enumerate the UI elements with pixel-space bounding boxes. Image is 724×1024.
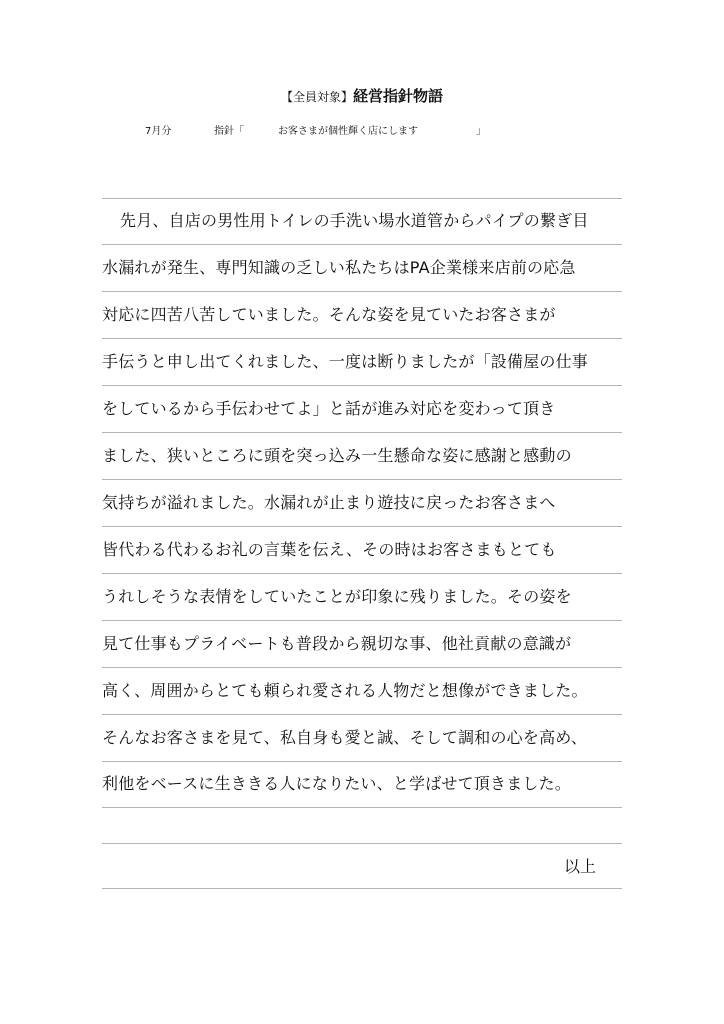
ruled-line <box>102 761 622 762</box>
ruled-line <box>102 291 622 292</box>
ruled-line <box>102 198 622 199</box>
body-line-6: ました、狭いところに頭を突っ込み一生懸命な姿に感謝と感動の <box>102 446 572 465</box>
body-line-13: 利他をベースに生ききる人になりたい、と学ばせて頂きました。 <box>102 774 572 793</box>
ruled-line <box>102 714 622 715</box>
policy-bracket-close: 」 <box>476 126 486 137</box>
ruled-line <box>102 807 622 808</box>
title-main: 経営指針物語 <box>353 87 444 105</box>
document-title <box>0 86 724 107</box>
ruled-line <box>102 432 622 433</box>
body-line-3: 対応に四苦八苦していました。そんな姿を見ていたお客さまが <box>102 305 556 324</box>
ruled-line <box>102 667 622 668</box>
title-prefix: 【全員対象】 <box>280 90 353 104</box>
ruled-line <box>102 338 622 339</box>
ruled-line <box>102 244 622 245</box>
ruled-line <box>102 526 622 527</box>
body-line-8: 皆代わる代わるお礼の言葉を伝え、その時はお客さまもとても <box>102 540 557 559</box>
body-line-1: 先月、自店の男性用トイレの手洗い場水道管からパイプの繋ぎ目 <box>120 211 589 230</box>
body-line-9: うれしそうな表情をしていたことが印象に残りました。その姿を <box>102 587 572 606</box>
ruled-line <box>102 843 622 844</box>
ruled-line <box>102 385 622 386</box>
body-line-12: そんなお客さまを見て、私自身も愛と誠、そして調和の心を高め、 <box>102 728 588 747</box>
ruled-line <box>102 620 622 621</box>
body-line-11: 高く、周囲からとても頼られ愛される人物だと想像ができました。 <box>102 681 588 700</box>
body-line-4: 手伝うと申し出てくれました、一度は断りましたが「設備屋の仕事 <box>102 352 589 371</box>
policy-line <box>0 124 724 140</box>
closing-remark: 以上 <box>563 857 596 876</box>
body-line-2: 水漏れが発生、専門知識の乏しい私たちはPA企業様来店前の応急 <box>102 258 576 277</box>
ruled-writing-area <box>102 198 622 890</box>
ruled-line <box>102 479 622 480</box>
body-line-10: 見て仕事もプライベートも普段から親切な事、他社貢献の意識が <box>102 634 572 653</box>
body-line-5: をしているから手伝わせてよ」と話が進み対応を変わって頂き <box>102 399 556 418</box>
month-label: 7月分 <box>145 126 172 137</box>
policy-label: 指針「 <box>214 126 244 137</box>
ruled-line <box>102 573 622 574</box>
ruled-line <box>102 888 622 889</box>
policy-text: お客さまが個性輝く店にします <box>278 126 418 137</box>
body-line-7: 気持ちが溢れました。水漏れが止まり遊技に戻ったお客さまへ <box>102 493 556 512</box>
